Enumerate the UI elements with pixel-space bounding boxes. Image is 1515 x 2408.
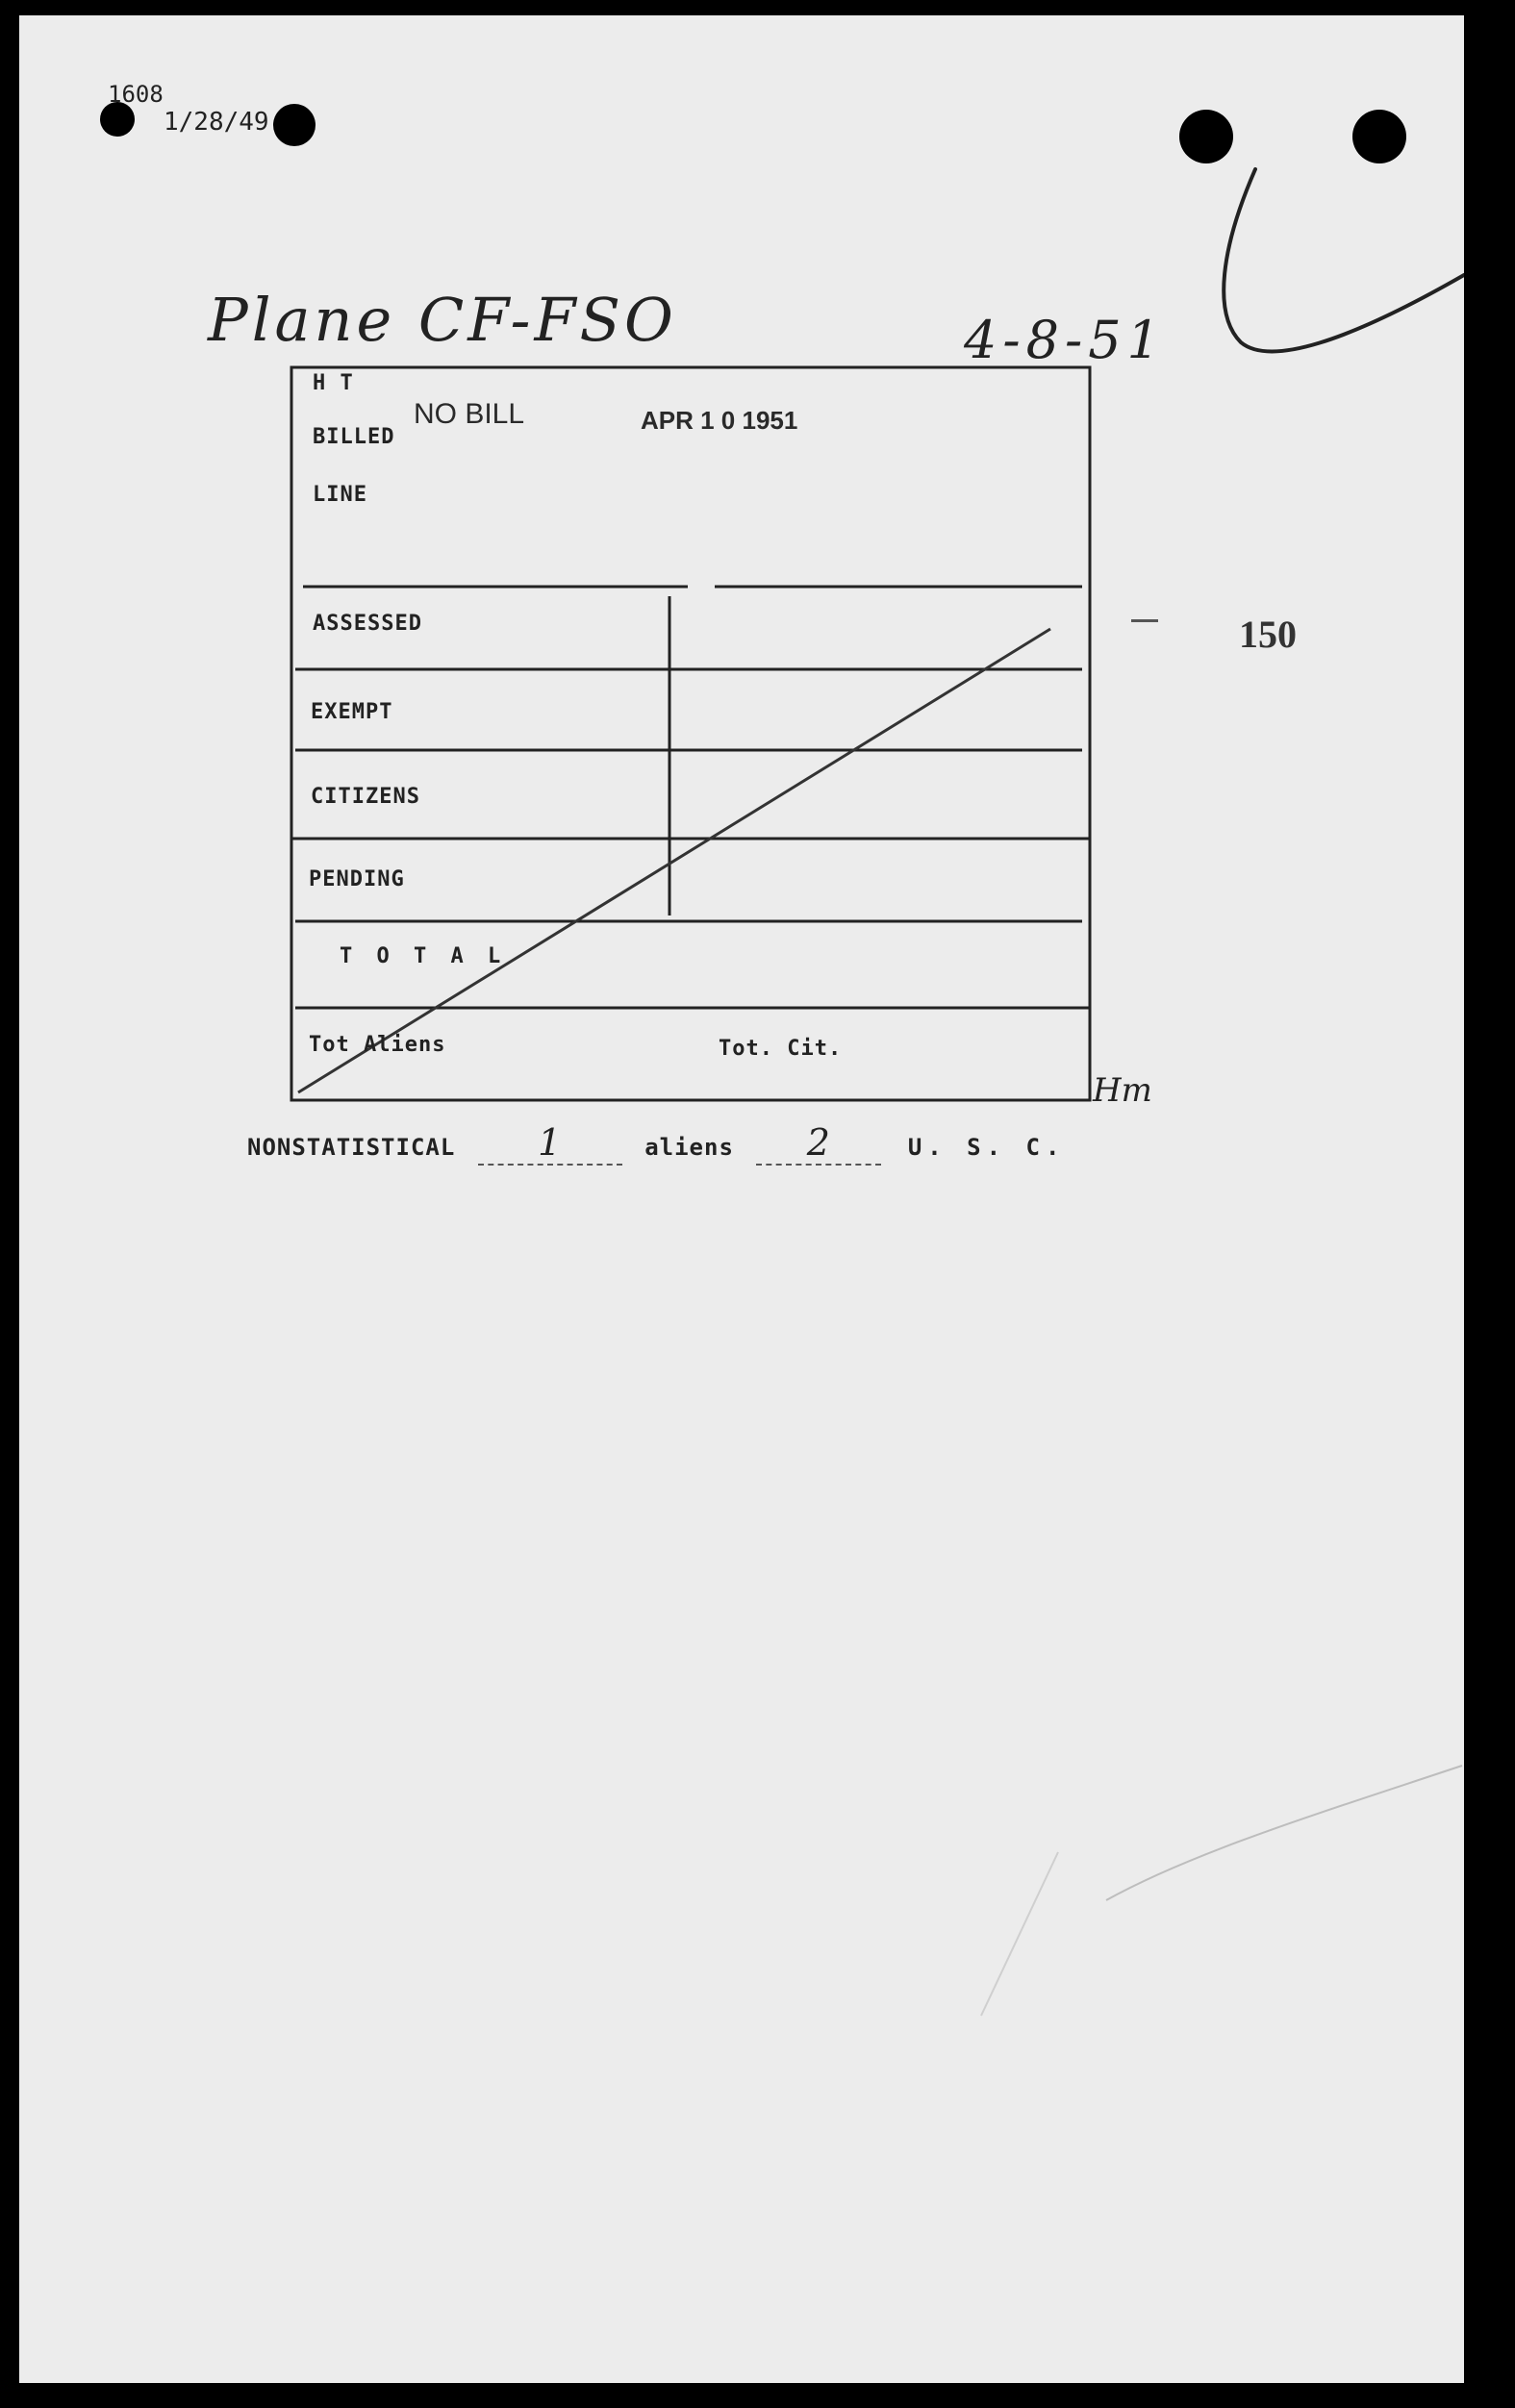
file-number: 1608 [108, 81, 164, 108]
form-billed-label: BILLED [313, 425, 395, 449]
row-pending-label: PENDING [309, 867, 405, 891]
form-ht-label: H T [313, 371, 354, 395]
plane-label: Plane CF-FSO [208, 285, 677, 355]
row-citizens-label: CITIZENS [311, 785, 420, 809]
received-date-stamp: APR 1 0 1951 [641, 406, 798, 435]
form-line-label: LINE [313, 483, 367, 507]
initials: Hm [1093, 1071, 1152, 1110]
handwritten-date: 4-8-51 [964, 310, 1166, 370]
file-date: 1/28/49 [164, 108, 269, 137]
total-label: T O T A L [340, 944, 507, 968]
nonstatistical-usc-value: 2 [756, 1121, 881, 1166]
row-exempt-label: EXEMPT [311, 700, 393, 724]
document-page [19, 15, 1464, 2383]
tot-aliens-label: Tot Aliens [309, 1033, 446, 1057]
nonstatistical-usc-label: U. S. C. [907, 1134, 1066, 1161]
side-number: 150 [1239, 613, 1297, 656]
nonstatistical-label: NONSTATISTICAL [247, 1134, 456, 1161]
paper-scratch-marks [885, 1708, 1464, 2112]
nonstatistical-row [247, 1121, 1065, 1166]
nonstatistical-aliens-label: aliens [644, 1134, 734, 1161]
no-bill-stamp: NO BILL [414, 398, 525, 430]
row-assessed-label: ASSESSED [313, 612, 422, 636]
form-grid [19, 15, 1464, 1169]
diagonal-cancel-line [298, 629, 1050, 1092]
tot-cit-label: Tot. Cit. [719, 1037, 843, 1061]
nonstatistical-aliens-value: 1 [478, 1121, 622, 1166]
